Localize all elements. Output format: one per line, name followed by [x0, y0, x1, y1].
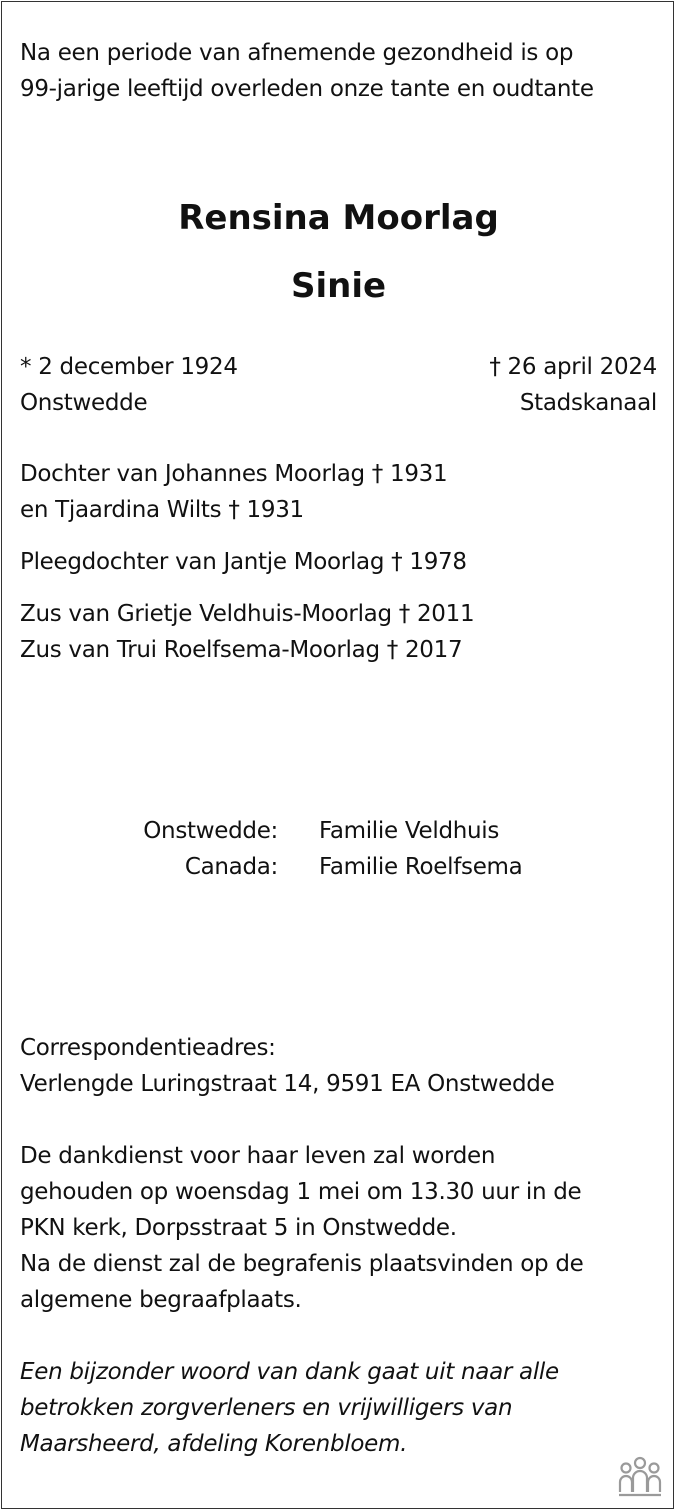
thanks-line: Een bijzonder woord van dank gaat uit naar alle	[20, 1359, 559, 1385]
intro-line: Na een periode van afnemende gezondheid is op	[20, 40, 574, 66]
intro-line: 99-jarige leeftijd overleden onze tante en oudtante	[20, 76, 594, 102]
parents-block	[20, 456, 447, 528]
siblings-block	[20, 596, 474, 668]
death-place: Stadskanaal	[519, 390, 657, 416]
parent-line: Dochter van Johannes Moorlag † 1931	[20, 461, 448, 487]
service-line: gehouden op woensdag 1 mei om 13.30 uur in de	[20, 1179, 582, 1205]
deceased-nickname: Sinie	[290, 266, 387, 306]
service-line: PKN kerk, Dorpsstraat 5 in Onstwedde.	[20, 1215, 457, 1241]
thanks-block	[20, 1354, 559, 1462]
family-name: Familie Roelfsema	[319, 854, 523, 880]
service-line: algemene begraafplaats.	[20, 1287, 302, 1313]
foster-line: Pleegdochter van Jantje Moorlag † 1978	[20, 549, 467, 575]
service-line: De dankdienst voor haar leven zal worden	[20, 1143, 496, 1169]
death-date: † 26 april 2024	[489, 354, 657, 380]
family-location: Onstwedde:	[143, 818, 278, 844]
birth-place: Onstwedde	[20, 390, 148, 416]
deceased-name: Rensina Moorlag	[178, 198, 499, 238]
parent-line: en Tjaardina Wilts † 1931	[20, 497, 304, 523]
correspondence-address: Verlengde Luringstraat 14, 9591 EA Onstwedde	[20, 1071, 555, 1097]
family-location: Canada:	[184, 854, 278, 880]
thanks-line: betrokken zorgverleners en vrijwilligers van	[20, 1395, 513, 1421]
service-block	[20, 1138, 583, 1318]
people-group-icon	[617, 1456, 663, 1498]
birth-date: * 2 december 1924	[20, 354, 238, 380]
thanks-line: Maarsheerd, afdeling Korenbloem.	[20, 1431, 408, 1457]
intro-text	[20, 35, 594, 107]
correspondence-label: Correspondentieadres:	[20, 1035, 276, 1061]
sibling-line: Zus van Trui Roelfsema-Moorlag † 2017	[20, 637, 463, 663]
service-line: Na de dienst zal de begrafenis plaatsvinden op de	[20, 1251, 584, 1277]
sibling-line: Zus van Grietje Veldhuis-Moorlag † 2011	[20, 601, 475, 627]
family-name: Familie Veldhuis	[319, 818, 500, 844]
